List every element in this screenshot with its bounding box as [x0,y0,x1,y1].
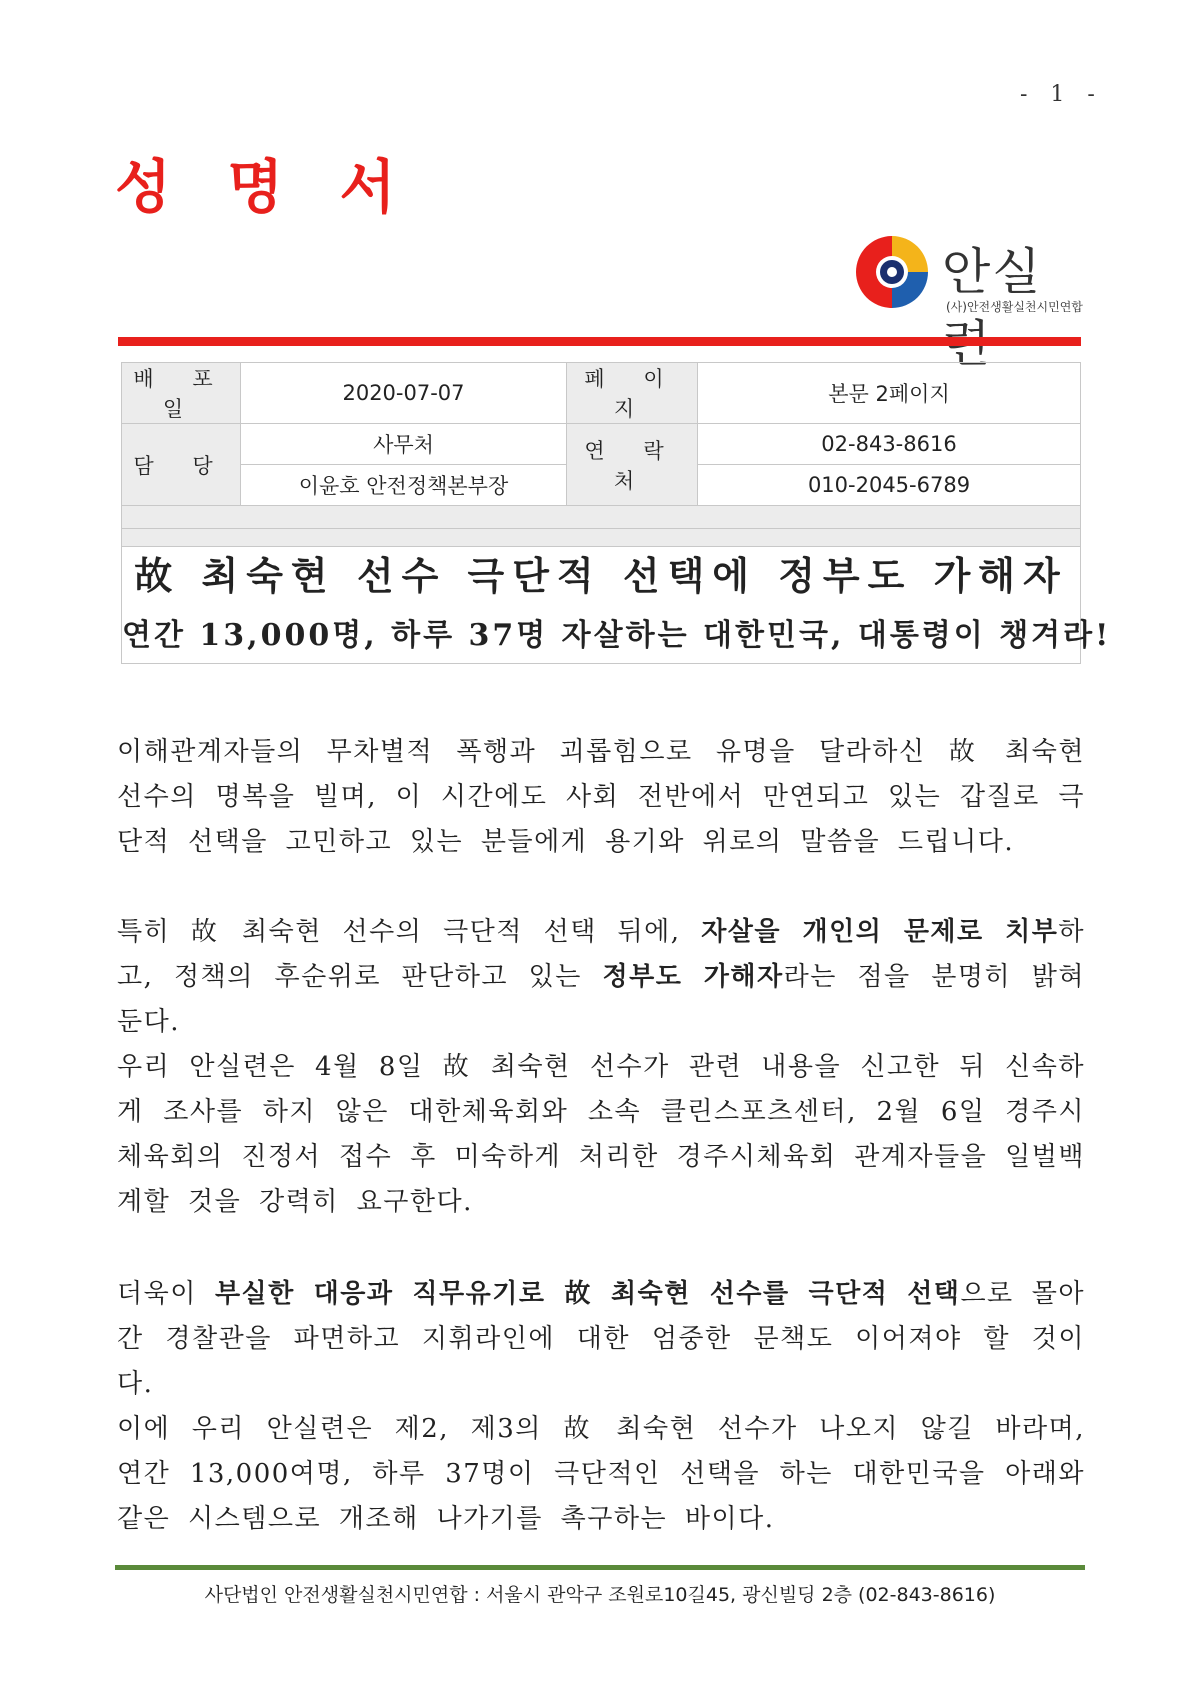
organization-logo [852,232,1092,322]
footer-divider [115,1565,1085,1570]
page-value: 본문 2페이지 [698,363,1081,424]
logo-subtitle: (사)안전생활실천시민연합 [946,300,1083,314]
phone1-value: 02-843-8616 [698,424,1081,465]
person-value: 이윤호 안전정책본부장 [241,465,567,506]
dept-value: 사무처 [241,424,567,465]
p4-bold-b: 부실한 대응과 직무유기로 故 최숙현 선수를 극단적 선택 [214,1279,961,1309]
paragraph-3 [117,1045,1085,1225]
p2-bold-b: 자살을 개인의 문제로 치부 [701,917,1059,947]
p2-text-c: 하고, 정책의 후순위로 판단하고 있는 [117,917,1085,992]
paragraph-2 [117,910,1085,1045]
paragraph-1 [117,730,1085,865]
date-value: 2020-07-07 [241,363,567,424]
footer-address: 사단법인 안전생활실천시민연합 : 서울시 관악구 조원로10길45, 광신빌딩 2층 (02-843-8616) [204,1584,996,1606]
info-table [121,362,1081,547]
p4-text-c: 으로 몰아간 경찰관을 파면하고 지휘라인에 대한 엄중한 문책도 이어져야 할 것이다. [117,1279,1085,1399]
headline-main: 故 최숙현 선수 극단적 선택에 정부도 가해자 [134,553,1068,598]
document-title: 성 명 서 [115,153,414,221]
contact-label: 연 락 처 [567,424,698,506]
paragraph-1-text: 이해관계자들의 무차별적 폭행과 괴롭힘으로 유명을 달라하신 故 최숙현 선수의 명복을 빌며, 이 시간에도 사회 전반에서 만연되고 있는 갑질로 극단적 선택을 고민하고 있는 분들에게 용기와 위로의 말씀을 드립니다. [117,737,1085,857]
phone2-value: 010-2045-6789 [698,465,1081,506]
headline-sub: 연간 13,000명, 하루 37명 자살하는 대한민국, 대통령이 챙겨라! [122,618,1112,653]
contact-person-label: 담 당 [122,424,241,506]
p2-text-a: 특히 故 최숙현 선수의 극단적 선택 뒤에, [117,917,702,947]
headline-box [121,528,1112,664]
paragraph-5 [117,1407,1085,1542]
p2-text-e: 라는 점을 분명히 밝혀둔다. [117,962,1085,1037]
logo-name: 안실 [942,243,1043,301]
header-divider [118,337,1081,346]
logo-emblem-icon [852,232,932,312]
page-label: 페 이 지 [567,363,698,424]
paragraph-3-text: 우리 안실련은 4월 8일 故 최숙현 선수가 관련 내용을 신고한 뒤 신속하게 조사를 하지 않은 대한체육회와 소속 클린스포츠센터, 2월 6일 경주시체육회의 진정서 접수 후 미숙하게 처리한 경주시체육회 관계자들을 일벌백계할 것을 강력히 요구한다. [117,1052,1085,1217]
paragraph-5-text: 이에 우리 안실련은 제2, 제3의 故 최숙현 선수가 나오지 않길 바라며, 연간 13,000여명, 하루 37명이 극단적인 선택을 하는 대한민국을 아래와 같은 시스템으로 개조해 나가기를 촉구하는 바이다. [117,1414,1085,1534]
date-label: 배 포 일 [122,363,241,424]
p4-text-a: 더욱이 [117,1279,215,1309]
paragraph-4 [117,1272,1085,1407]
p2-bold-d: 정부도 가해자 [602,962,784,992]
page-number: - 1 - [1020,82,1103,107]
